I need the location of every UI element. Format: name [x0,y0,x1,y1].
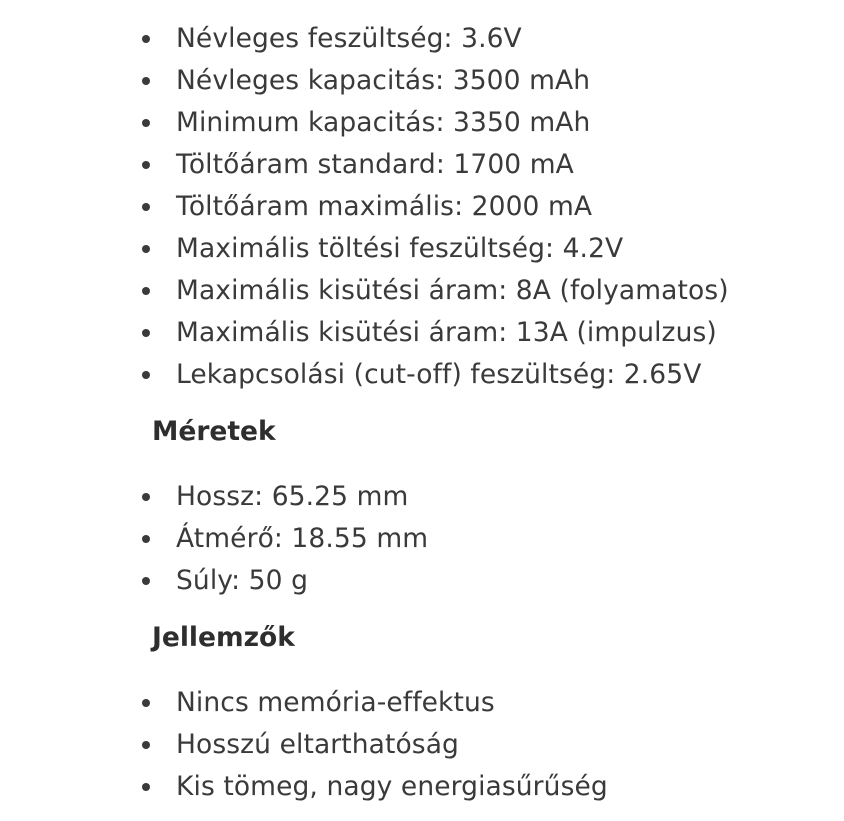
list-item-text: Hosszú eltarthatóság [176,729,459,760]
list-item-text: Minimum kapacitás: 3350 mAh [176,107,591,138]
bullet-icon [142,329,150,337]
list-item-text: Maximális kisütési áram: 8A (folyamatos) [176,275,729,306]
list-item [140,312,844,354]
list-item-text: Átmérő: 18.55 mm [176,523,429,554]
bullet-icon [142,161,150,169]
list-item [140,270,844,312]
bullet-icon [142,245,150,253]
list-item-text: Hossz: 65.25 mm [176,481,409,512]
bullet-icon [142,371,150,379]
list-item-text: Töltőáram standard: 1700 mA [176,149,574,180]
list-item [140,766,844,808]
list-item [140,354,844,396]
bullet-icon [142,77,150,85]
bullet-icon [142,699,150,707]
bullet-icon [142,287,150,295]
list-item [140,682,844,724]
list-item [140,186,844,228]
list-item [140,60,844,102]
bullet-icon [142,119,150,127]
list-item-text: Maximális kisütési áram: 13A (impulzus) [176,317,717,348]
list-item-text: Lekapcsolási (cut-off) feszültség: 2.65V [176,359,702,390]
list-item [140,476,844,518]
bullet-icon [142,741,150,749]
list-item [140,18,844,60]
list-item-text: Töltőáram maximális: 2000 mA [176,191,593,222]
bullet-icon [142,493,150,501]
bullet-icon [142,783,150,791]
bullet-icon [142,35,150,43]
list-item [140,518,844,560]
list-item [140,228,844,270]
list-item [140,724,844,766]
list-item [140,144,844,186]
bullet-icon [142,577,150,585]
list-item-text: Kis tömeg, nagy energiasűrűség [176,771,608,802]
list-item-text: Súly: 50 g [176,565,309,596]
bullet-icon [142,203,150,211]
list-item-text: Nincs memória-effektus [176,687,495,718]
list-item-text: Névleges kapacitás: 3500 mAh [176,65,591,96]
specs-list [140,18,844,396]
features-list [140,682,844,808]
features-heading: Jellemzők [152,622,295,653]
list-item [140,560,844,602]
dimensions-list [140,476,844,602]
list-item-text: Maximális töltési feszültség: 4.2V [176,233,624,264]
dimensions-heading: Méretek [152,416,276,447]
list-item-text: Névleges feszültség: 3.6V [176,23,522,54]
list-item [140,102,844,144]
bullet-icon [142,535,150,543]
